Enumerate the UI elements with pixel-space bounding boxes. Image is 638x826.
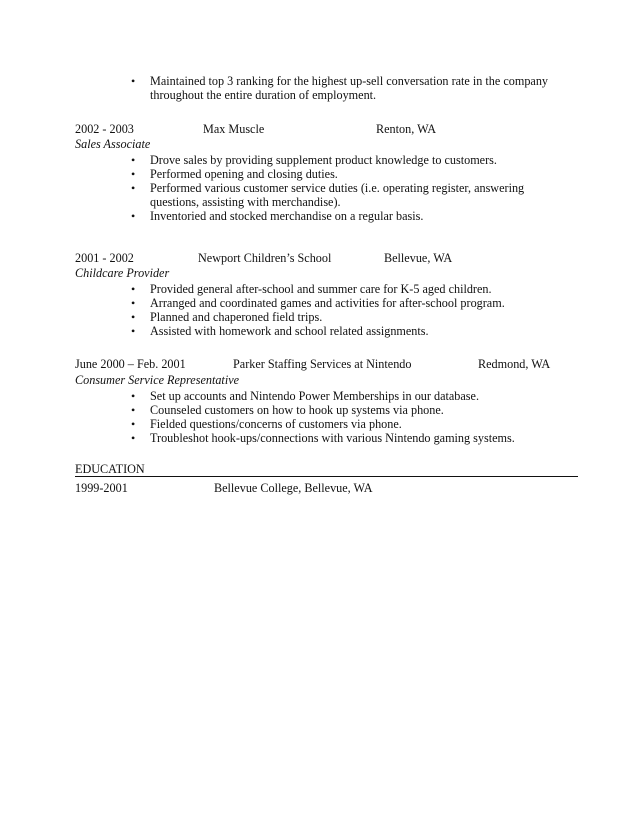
bullet-icon: •	[131, 209, 136, 223]
job-location: Renton, WA	[376, 122, 437, 136]
section-divider	[75, 476, 578, 477]
education-dates: 1999-2001	[75, 481, 128, 495]
bullet-icon: •	[131, 167, 136, 181]
bullet-icon: •	[131, 74, 136, 88]
list-item	[0, 167, 638, 181]
bullet-icon: •	[131, 153, 136, 167]
education-school: Bellevue College, Bellevue, WA	[214, 481, 373, 495]
education-heading: EDUCATION	[75, 462, 145, 476]
bullet-text: questions, assisting with merchandise).	[150, 195, 341, 209]
bullet-text: Maintained top 3 ranking for the highest up-sell conversation rate in the company	[150, 74, 549, 88]
bullet-text: Assisted with homework and school related assignments.	[150, 324, 429, 338]
list-item	[0, 324, 638, 338]
bullet-icon: •	[131, 181, 136, 195]
list-item	[0, 403, 638, 417]
job-employer: Parker Staffing Services at Nintendo	[233, 357, 412, 371]
job-title: Sales Associate	[75, 137, 151, 151]
job-dates: 2001 - 2002	[75, 251, 134, 265]
bullet-text: Provided general after-school and summer care for K-5 aged children.	[150, 282, 492, 296]
job-title: Childcare Provider	[75, 266, 170, 280]
bullet-icon: •	[131, 310, 136, 324]
job-location: Bellevue, WA	[384, 251, 453, 265]
list-item	[0, 153, 638, 167]
bullet-icon: •	[131, 431, 136, 445]
bullet-icon: •	[131, 296, 136, 310]
job-bullet-list	[0, 389, 638, 445]
list-item	[0, 74, 638, 88]
list-item	[0, 310, 638, 324]
bullet-text: Inventoried and stocked merchandise on a regular basis.	[150, 209, 424, 223]
bullet-text: Performed various customer service duties (i.e. operating register, answering	[150, 181, 525, 195]
bullet-icon: •	[131, 282, 136, 296]
bullet-icon: •	[131, 403, 136, 417]
bullet-text: Planned and chaperoned field trips.	[150, 310, 323, 324]
bullet-text: Set up accounts and Nintendo Power Memberships in our database.	[150, 389, 479, 403]
job-bullet-list	[0, 282, 638, 338]
intro-bullet-list	[0, 74, 638, 102]
list-item	[0, 296, 638, 310]
bullet-text: throughout the entire duration of employment.	[150, 88, 377, 102]
list-item	[0, 431, 638, 445]
list-item	[0, 389, 638, 403]
job-employer: Max Muscle	[203, 122, 265, 136]
list-item-continuation	[0, 88, 638, 102]
list-item-continuation	[0, 195, 638, 209]
list-item	[0, 417, 638, 431]
job-bullet-list	[0, 153, 638, 223]
list-item	[0, 209, 638, 223]
bullet-icon: •	[131, 417, 136, 431]
bullet-text: Troubleshot hook-ups/connections with various Nintendo gaming systems.	[150, 431, 515, 445]
bullet-text: Arranged and coordinated games and activities for after-school program.	[150, 296, 505, 310]
bullet-text: Drove sales by providing supplement product knowledge to customers.	[150, 153, 497, 167]
bullet-text: Fielded questions/concerns of customers via phone.	[150, 417, 402, 431]
job-dates: June 2000 – Feb. 2001	[75, 357, 186, 371]
job-title: Consumer Service Representative	[75, 373, 240, 387]
job-location: Redmond, WA	[478, 357, 551, 371]
bullet-text: Performed opening and closing duties.	[150, 167, 338, 181]
job-employer: Newport Children’s School	[198, 251, 332, 265]
job-dates: 2002 - 2003	[75, 122, 134, 136]
bullet-text: Counseled customers on how to hook up systems via phone.	[150, 403, 444, 417]
list-item	[0, 282, 638, 296]
bullet-icon: •	[131, 324, 136, 338]
bullet-icon: •	[131, 389, 136, 403]
list-item	[0, 181, 638, 195]
